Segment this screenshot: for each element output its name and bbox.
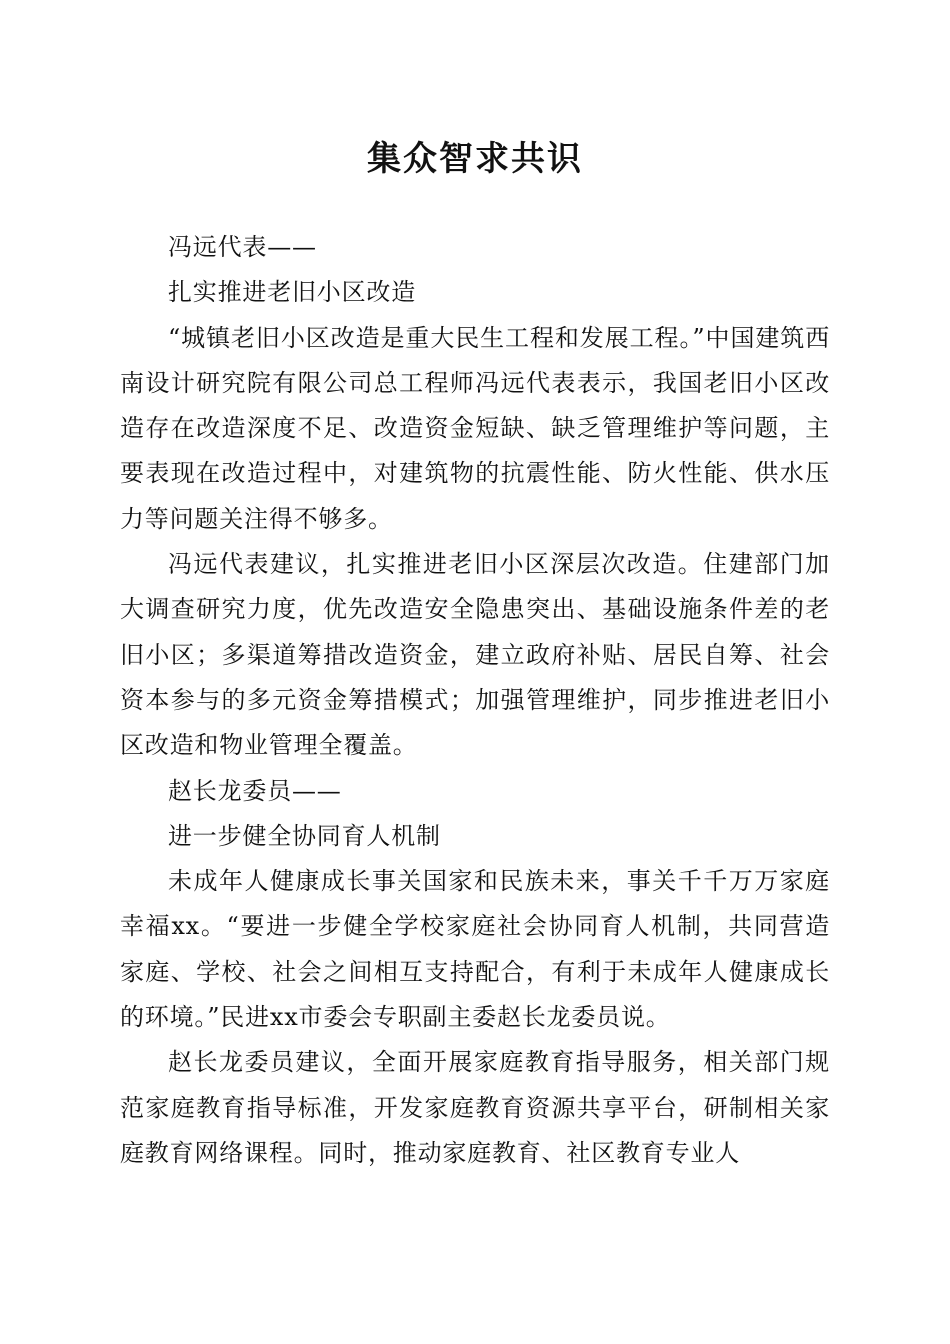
- document-title: 集众智求共识: [367, 139, 583, 179]
- body-paragraph: 冯远代表建议，扎实推进老旧小区深层次改造。住建部门加大调查研究力度，优先改造安全隐患突出、基础设施条件差的老旧小区；多渠道筹措改造资金，建立政府补贴、居民自筹、社会资本参与的多元资金筹措模式；加强管理维护，同步推进老旧小区改造和物业管理全覆盖。: [120, 550, 830, 760]
- body-paragraph: “城镇老旧小区改造是重大民生工程和发展工程。”中国建筑西南设计研究院有限公司总工程师冯远代表表示，我国老旧小区改造存在改造深度不足、改造资金短缺、缺乏管理维护等问题，主要表现在改造过程中，对建筑物的抗震性能、防火性能、供水压力等问题关注得不够多。: [120, 323, 830, 533]
- section-subtitle-old-community: 扎实推进老旧小区改造: [168, 278, 416, 307]
- body-paragraph: 赵长龙委员建议，全面开展家庭教育指导服务，相关部门规范家庭教育指导标准，开发家庭教育资源共享平台，研制相关家庭教育网络课程。同时，推动家庭教育、社区教育专业人: [120, 1048, 830, 1167]
- section-subtitle-education: 进一步健全协同育人机制: [168, 821, 441, 850]
- document-body: [120, 225, 830, 1176]
- speaker-heading-zhao-changlong: 赵长龙委员——: [168, 776, 342, 805]
- body-paragraph: 未成年人健康成长事关国家和民族未来，事关千千万万家庭幸福xx。“要进一步健全学校家庭社会协同育人机制，共同营造家庭、学校、社会之间相互支持配合，有利于未成年人健康成长的环境。”民进xx市委会专职副主委赵长龙委员说。: [120, 867, 830, 1032]
- speaker-heading-feng-yuan: 冯远代表——: [168, 233, 317, 261]
